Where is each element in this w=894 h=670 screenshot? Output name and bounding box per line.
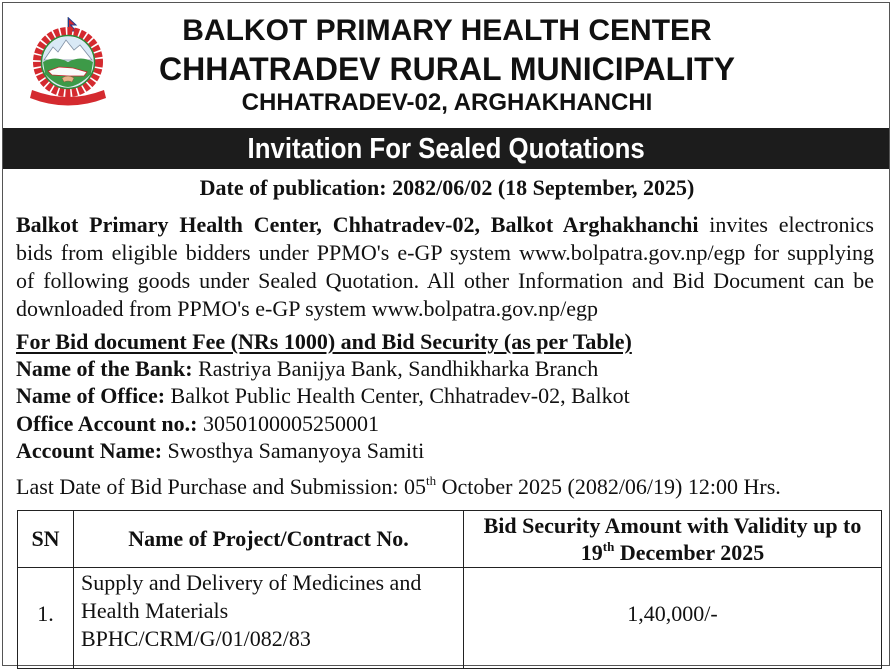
cell-project bbox=[74, 568, 464, 669]
table-header-project: Name of Project/Contract No. bbox=[74, 511, 464, 568]
table-header-row bbox=[18, 511, 882, 568]
office-name-row bbox=[16, 382, 630, 409]
deadline-day: 05 bbox=[404, 474, 427, 499]
cell-sn: 1. bbox=[18, 568, 74, 669]
contract-number: BPHC/CRM/G/01/082/83 bbox=[81, 626, 311, 651]
fee-section-heading: For Bid document Fee (NRs 1000) and Bid Security (as per Table) bbox=[16, 329, 632, 354]
title-banner bbox=[3, 128, 889, 169]
office-name-label: Name of Office: bbox=[16, 383, 166, 409]
cell-bid-security-amount: 1,40,000/- bbox=[464, 568, 882, 669]
publication-date-value: 2082/06/02 (18 September, 2025) bbox=[392, 175, 695, 200]
intro-line-1 bbox=[16, 211, 874, 239]
deadline-date-rest: October 2025 (2082/06/19) 12:00 Hrs. bbox=[441, 474, 781, 499]
table-row bbox=[18, 568, 882, 669]
notice-title: Invitation For Sealed Quotations bbox=[247, 132, 645, 165]
intro-line-3: of following goods under Sealed Quotation. All other Information and Bid Document can be bbox=[16, 268, 874, 293]
intro-line-2: bids from eligible bidders under PPMO's e-GP system www.bolpatra.gov.np/egp for supplying bbox=[16, 240, 874, 265]
publication-date bbox=[0, 174, 894, 202]
intro-line-4: downloaded from PPMO's e-GP system www.bolpatra.gov.np/egp bbox=[16, 296, 599, 321]
account-name-label: Account Name: bbox=[16, 437, 163, 463]
account-number-label: Office Account no.: bbox=[16, 410, 198, 436]
deadline-label: Last Date of Bid Purchase and Submission: bbox=[16, 474, 399, 499]
deadline-day-suffix: th bbox=[426, 473, 437, 488]
municipality-name: CHHATRADEV RURAL MUNICIPALITY bbox=[159, 51, 735, 87]
publication-date-label: Date of publication: bbox=[199, 175, 387, 200]
bid-security-header-text: Bid Security Amount with Validity up to bbox=[483, 513, 862, 538]
bid-table bbox=[17, 510, 882, 669]
bank-name-value: Rastriya Banijya Bank, Sandhikharka Branch bbox=[198, 356, 599, 381]
account-name-value: Swosthya Samanyoya Samiti bbox=[167, 437, 425, 463]
bid-security-header-day-suffix: th bbox=[602, 539, 615, 554]
bank-name-label: Name of the Bank: bbox=[16, 356, 193, 381]
table-header-bid-security bbox=[464, 511, 882, 568]
issuer-name: Balkot Primary Health Center, Chhatradev-02, Balkot Arghakhanchi bbox=[16, 212, 699, 237]
project-name: Supply and Delivery of Medicines and Health Materials bbox=[81, 570, 422, 623]
submission-deadline bbox=[16, 473, 781, 501]
intro-text-1: invites electronics bbox=[709, 212, 874, 237]
intro-paragraph bbox=[16, 211, 874, 323]
bank-details bbox=[16, 355, 630, 464]
org-address: CHHATRADEV-02, ARGHAKHANCHI bbox=[241, 89, 653, 116]
bid-security-header-day: 19 bbox=[580, 540, 603, 565]
account-name-row bbox=[16, 437, 630, 464]
org-name: BALKOT PRIMARY HEALTH CENTER bbox=[182, 14, 712, 47]
office-name-value: Balkot Public Health Center, Chhatradev-02, Balkot bbox=[170, 383, 630, 409]
table-header-sn: SN bbox=[18, 511, 74, 568]
account-number-row bbox=[16, 410, 630, 437]
bank-name-row bbox=[16, 355, 630, 382]
bid-security-header-date-rest: December 2025 bbox=[619, 540, 765, 565]
account-number-value: 3050100005250001 bbox=[202, 410, 379, 436]
